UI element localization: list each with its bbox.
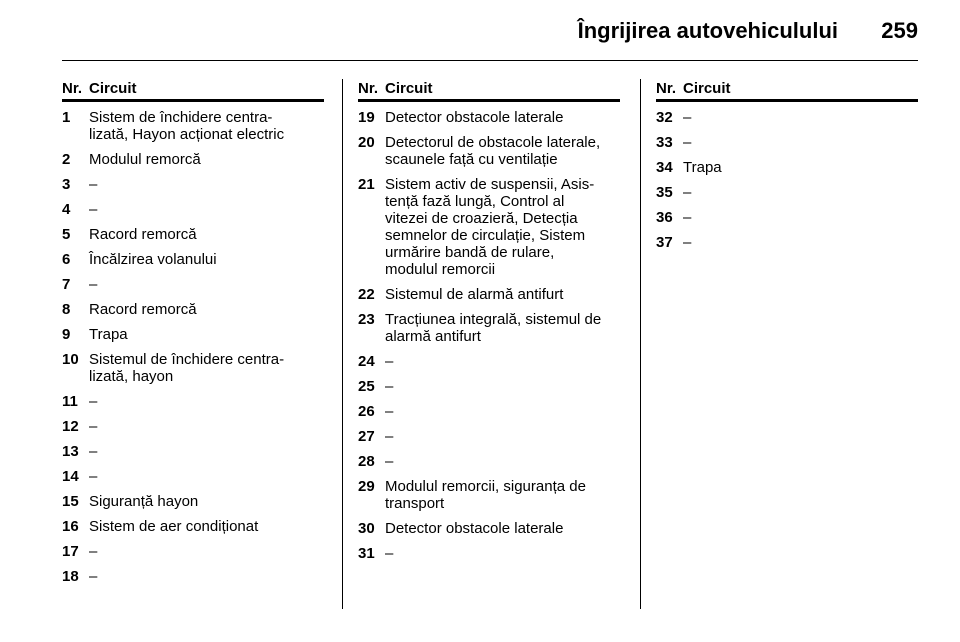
table-row (358, 471, 620, 512)
page-number: 259 (881, 18, 918, 43)
table-row (62, 411, 324, 435)
fuse-number: 18 (62, 568, 79, 585)
circuit-description: Sistemul de închidere centra- lizată, hayon (89, 351, 285, 385)
fuse-number: 21 (358, 176, 375, 193)
column-divider (640, 79, 641, 609)
table-row (62, 461, 324, 485)
circuit-description: – (89, 276, 98, 293)
table-row (62, 244, 324, 268)
table-row (358, 279, 620, 303)
fuse-number: 28 (358, 453, 375, 470)
circuit-description: Sistemul de alarmă antifurt (385, 286, 564, 303)
circuit-description: Încălzirea volanului (89, 251, 217, 268)
circuit-description: Tracțiunea integrală, sistemul de alarmă antifurt (385, 311, 602, 345)
table-row (358, 538, 620, 562)
header-circuit: Circuit (89, 80, 137, 97)
circuit-description: – (683, 184, 692, 201)
circuit-description: – (89, 443, 98, 460)
table-row (62, 219, 324, 243)
circuit-description: – (385, 353, 394, 370)
table-row (656, 152, 918, 176)
fuse-number: 35 (656, 184, 673, 201)
table-row (62, 319, 324, 343)
fuse-number: 13 (62, 443, 79, 460)
circuit-description: Modulul remorcii, siguranța de transport (385, 478, 586, 512)
page-header (62, 16, 918, 61)
table-row (358, 127, 620, 168)
table-row (656, 177, 918, 201)
table-row (656, 227, 918, 251)
fuse-number: 12 (62, 418, 79, 435)
circuit-description: – (385, 453, 394, 470)
fuse-number: 32 (656, 109, 673, 126)
circuit-description: Detector obstacole laterale (385, 520, 564, 537)
fuse-number: 29 (358, 478, 375, 495)
table-row (358, 396, 620, 420)
circuit-description: Sistem de închidere centra- lizată, Hayon acționat electric (89, 109, 285, 143)
circuit-description: – (683, 234, 692, 251)
circuit-description: – (683, 109, 692, 126)
page-title: Îngrijirea autovehiculului (577, 18, 838, 43)
table-rows (62, 102, 324, 585)
table-row (62, 269, 324, 293)
table-row (62, 536, 324, 560)
column-divider (342, 79, 343, 609)
circuit-description: – (89, 543, 98, 560)
circuit-description: – (385, 545, 394, 562)
table-row (358, 346, 620, 370)
header-circuit: Circuit (683, 80, 731, 97)
table-row (358, 102, 620, 126)
fuse-number: 25 (358, 378, 375, 395)
table-row (358, 304, 620, 345)
table-row (358, 513, 620, 537)
table-row (358, 169, 620, 278)
circuit-description: Modulul remorcă (89, 151, 201, 168)
circuit-description: – (683, 209, 692, 226)
table-rows (656, 102, 918, 251)
circuit-description: Sistem activ de suspensii, Asis- tență fază lungă, Control al vitezei de croazieră, Detecția semnelor de circulație, Sistem urmărire bandă de rulare, modulul remorcii (385, 176, 595, 278)
circuit-description: Racord remorcă (89, 301, 197, 318)
circuit-description: – (385, 403, 394, 420)
table-row (62, 486, 324, 510)
fuse-number: 8 (62, 301, 71, 318)
fuse-number: 6 (62, 251, 71, 268)
header-circuit: Circuit (385, 80, 433, 97)
table-row (656, 102, 918, 126)
table-row (62, 194, 324, 218)
fuse-number: 7 (62, 276, 71, 293)
table-row (62, 511, 324, 535)
fuse-number: 16 (62, 518, 79, 535)
table-row (62, 294, 324, 318)
fuse-number: 20 (358, 134, 375, 151)
circuit-description: – (385, 428, 394, 445)
fuse-table-column-3 (656, 79, 918, 252)
table-row (358, 421, 620, 445)
circuit-description: Trapa (89, 326, 128, 343)
fuse-number: 11 (62, 393, 78, 410)
circuit-description: Siguranță hayon (89, 493, 199, 510)
table-row (62, 561, 324, 585)
table-row (62, 102, 324, 143)
fuse-number: 36 (656, 209, 673, 226)
table-header (62, 79, 324, 102)
table-row (62, 436, 324, 460)
table-row (62, 386, 324, 410)
circuit-description: – (89, 568, 98, 585)
fuse-number: 14 (62, 468, 79, 485)
circuit-description: Detectorul de obstacole laterale, scaunele față cu ventilație (385, 134, 601, 168)
fuse-number: 10 (62, 351, 79, 368)
table-row (656, 127, 918, 151)
fuse-number: 2 (62, 151, 71, 168)
fuse-number: 9 (62, 326, 71, 343)
circuit-description: – (89, 201, 98, 218)
fuse-number: 26 (358, 403, 375, 420)
fuse-number: 15 (62, 493, 79, 510)
circuit-description: – (89, 418, 98, 435)
table-row (62, 144, 324, 168)
circuit-description: Racord remorcă (89, 226, 197, 243)
fuse-number: 1 (62, 109, 71, 126)
circuit-description: Sistem de aer condiționat (89, 518, 259, 535)
circuit-description: – (385, 378, 394, 395)
fuse-number: 19 (358, 109, 375, 126)
table-header (358, 79, 620, 102)
table-rows (358, 102, 620, 562)
fuse-number: 37 (656, 234, 673, 251)
circuit-description: Trapa (683, 159, 722, 176)
circuit-description: Detector obstacole laterale (385, 109, 564, 126)
fuse-number: 22 (358, 286, 375, 303)
fuse-number: 17 (62, 543, 79, 560)
table-row (656, 202, 918, 226)
table-row (358, 446, 620, 470)
fuse-table-column-1 (62, 79, 324, 586)
fuse-table-column-2 (358, 79, 620, 563)
table-header (656, 79, 918, 102)
table-row (358, 371, 620, 395)
fuse-number: 34 (656, 159, 673, 176)
header-nr: Nr. (62, 80, 83, 97)
header-nr: Nr. (358, 80, 379, 97)
fuse-number: 30 (358, 520, 375, 537)
header-nr: Nr. (656, 80, 677, 97)
fuse-number: 5 (62, 226, 71, 243)
table-row (62, 344, 324, 385)
circuit-description: – (683, 134, 692, 151)
circuit-description: – (89, 176, 98, 193)
table-row (62, 169, 324, 193)
fuse-number: 4 (62, 201, 71, 218)
fuse-number: 31 (358, 545, 375, 562)
circuit-description: – (89, 468, 98, 485)
fuse-number: 27 (358, 428, 375, 445)
fuse-number: 33 (656, 134, 673, 151)
fuse-number: 3 (62, 176, 71, 193)
fuse-number: 23 (358, 311, 375, 328)
fuse-number: 24 (358, 353, 375, 370)
circuit-description: – (89, 393, 98, 410)
